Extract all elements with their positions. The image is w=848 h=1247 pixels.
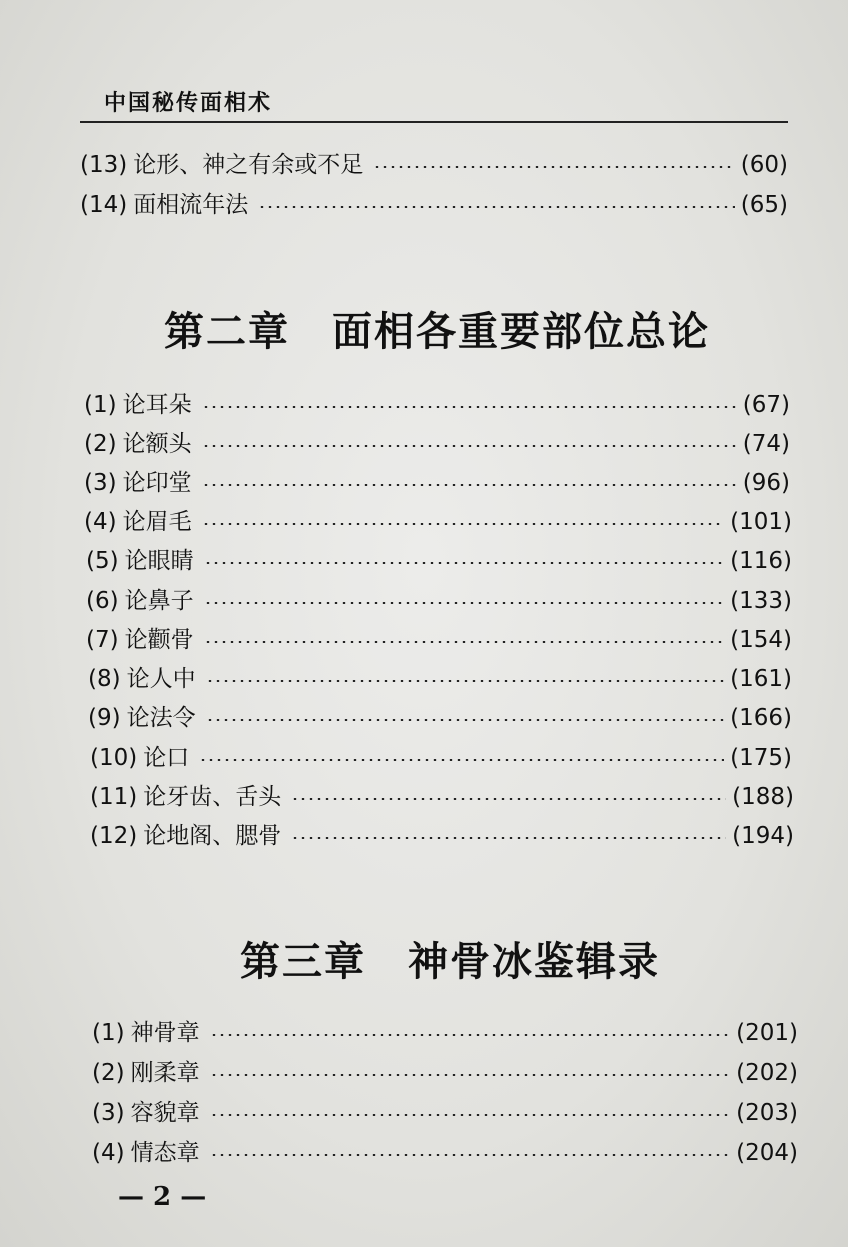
entry-number: (13) — [80, 152, 128, 178]
dot-leader — [202, 484, 737, 486]
entry-page: (60) — [740, 152, 788, 178]
entry-page: (67) — [742, 392, 790, 418]
entry-page: (65) — [740, 192, 788, 218]
entry-title: 论法令 — [126, 705, 196, 731]
entry-page: (96) — [742, 470, 790, 496]
entry-number: (8) — [88, 666, 121, 692]
toc-entry — [86, 584, 792, 618]
entry-number: (14) — [80, 192, 128, 218]
entry-page: (204) — [736, 1140, 798, 1166]
dot-leader — [206, 680, 725, 682]
entry-number: (10) — [90, 745, 138, 771]
entry-title: 神骨章 — [130, 1020, 200, 1046]
entry-title: 论额头 — [122, 431, 192, 457]
dot-leader — [202, 523, 725, 525]
entry-page: (175) — [730, 745, 792, 771]
entry-number: (9) — [88, 705, 121, 731]
toc-entry — [84, 427, 790, 461]
entry-title: 论耳朵 — [122, 392, 192, 418]
dot-leader — [291, 837, 726, 839]
entry-number: (1) — [92, 1020, 125, 1046]
chapter-heading: 第二章 面相各重要部位总论 — [164, 308, 710, 355]
entry-title: 刚柔章 — [130, 1060, 200, 1086]
dot-leader — [258, 206, 735, 208]
entry-title: 容貌章 — [130, 1100, 200, 1126]
entry-number: (3) — [92, 1100, 125, 1126]
toc-entry — [88, 662, 792, 696]
toc-entry — [90, 741, 792, 775]
dot-leader — [204, 641, 725, 643]
entry-title: 论地阁、腮骨 — [143, 823, 282, 849]
dot-leader — [204, 602, 725, 604]
entry-number: (7) — [86, 627, 119, 653]
toc-entry — [80, 148, 788, 182]
header-rule — [80, 121, 788, 123]
toc-entry — [90, 819, 794, 853]
entry-title: 论牙齿、舌头 — [143, 784, 282, 810]
dot-leader — [199, 759, 724, 761]
toc-entry — [92, 1136, 798, 1170]
entry-title: 论口 — [143, 745, 190, 771]
toc-entry — [84, 505, 792, 539]
toc-entry — [90, 780, 794, 814]
entry-page: (194) — [732, 823, 794, 849]
dot-leader — [202, 406, 737, 408]
entry-page: (116) — [730, 548, 792, 574]
entry-page: (188) — [732, 784, 794, 810]
entry-number: (6) — [86, 588, 119, 614]
entry-number: (11) — [90, 784, 138, 810]
page-number: — 2 — — [118, 1182, 207, 1212]
dot-leader — [204, 562, 725, 564]
entry-title: 论眉毛 — [122, 509, 192, 535]
entry-title: 论人中 — [126, 666, 196, 692]
entry-title: 论眼睛 — [124, 548, 194, 574]
toc-entry — [80, 188, 788, 222]
toc-entry — [92, 1016, 798, 1050]
entry-page: (154) — [730, 627, 792, 653]
entry-page: (133) — [730, 588, 792, 614]
toc-entry — [84, 466, 790, 500]
entry-number: (4) — [84, 509, 117, 535]
entry-page: (166) — [730, 705, 792, 731]
entry-page: (202) — [736, 1060, 798, 1086]
dot-leader — [206, 719, 725, 721]
entry-number: (4) — [92, 1140, 125, 1166]
entry-page: (74) — [742, 431, 790, 457]
entry-title: 论印堂 — [122, 470, 192, 496]
entry-title: 情态章 — [130, 1140, 200, 1166]
entry-title: 面相流年法 — [133, 192, 249, 218]
dot-leader — [291, 798, 726, 800]
toc-entry — [84, 388, 790, 422]
dot-leader — [210, 1074, 731, 1076]
entry-page: (201) — [736, 1020, 798, 1046]
running-head: 中国秘传面相术 — [104, 91, 273, 116]
entry-page: (161) — [730, 666, 792, 692]
entry-number: (2) — [84, 431, 117, 457]
entry-number: (1) — [84, 392, 117, 418]
entry-title: 论形、神之有余或不足 — [133, 152, 364, 178]
entry-number: (2) — [92, 1060, 125, 1086]
toc-entry — [92, 1056, 798, 1090]
entry-page: (101) — [730, 509, 792, 535]
entry-number: (12) — [90, 823, 138, 849]
chapter-heading: 第三章 神骨冰鉴辑录 — [240, 938, 660, 985]
entry-number: (5) — [86, 548, 119, 574]
dot-leader — [210, 1154, 731, 1156]
dot-leader — [202, 445, 737, 447]
dot-leader — [373, 166, 735, 168]
entry-title: 论颧骨 — [124, 627, 194, 653]
dot-leader — [210, 1034, 731, 1036]
toc-entry — [86, 544, 792, 578]
toc-entry — [86, 623, 792, 657]
toc-entry — [88, 701, 792, 735]
entry-number: (3) — [84, 470, 117, 496]
dot-leader — [210, 1114, 731, 1116]
toc-entry — [92, 1096, 798, 1130]
entry-page: (203) — [736, 1100, 798, 1126]
entry-title: 论鼻子 — [124, 588, 194, 614]
